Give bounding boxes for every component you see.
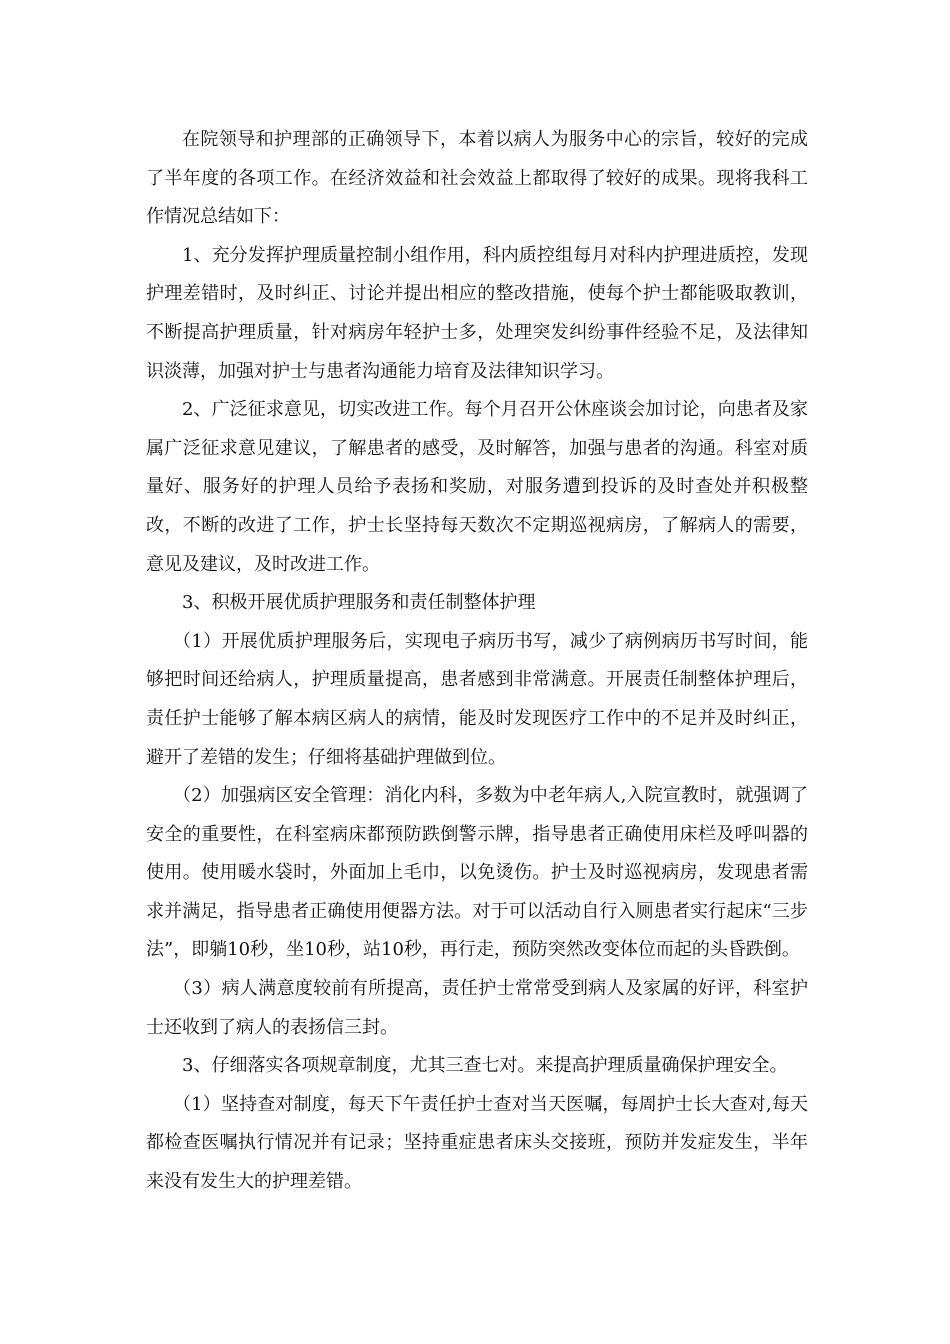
- paragraph-item-3-heading: 3、积极开展优质护理服务和责任制整体护理: [182, 592, 536, 614]
- paragraph-item-3-sub-2: （2）加强病区安全管理：消化内科，多数为中老年病人,入院宣教时，就强调了安全的重要性，在科室病床都预防跌倒警示牌，指导患者正确使用床栏及呼叫器的使用。使用暖水袋时，外面加上毛巾，以免烫伤。护士及时巡视病房，发现患者需求并满足，指导患者正确使用便器方法。对于可以活动自行入厕患者实行起床“三步法”，即躺10秒，坐10秒，站10秒，再行走，预防突然改变体位而起的头昏跌倒。: [146, 785, 808, 961]
- paragraph-item-3b: 3、仔细落实各项规章制度，尤其三查七对。来提高护理质量确保护理安全。: [182, 1055, 788, 1077]
- paragraph-item-3-sub-3: （3）病人满意度较前有所提高，责任护士常常受到病人及家属的好评，科室护士还收到了病人的表扬信三封。: [146, 978, 808, 1038]
- paragraph-item-3b-sub-1: （1）坚持查对制度，每天下午责任护士查对当天医嘱，每周护士长大查对,每天都检查医嘱执行情况并有记录；坚持重症患者床头交接班，预防并发症发生，半年来没有发生大的护理差错。: [146, 1093, 808, 1193]
- paragraph-item-3-sub-1: （1）开展优质护理服务后，实现电子病历书写，减少了病例病历书写时间，能够把时间还给病人，护理质量提高，患者感到非常满意。开展责任制整体护理后，责任护士能够了解本病区病人的病情，能及时发现医疗工作中的不足并及时纠正，避开了差错的发生；仔细将基础护理做到位。: [146, 630, 808, 768]
- paragraph-intro: 在院领导和护理部的正确领导下，本着以病人为服务中心的宗旨，较好的完成了半年度的各项工作。在经济效益和社会效益上都取得了较好的成果。现将我科工作情况总结如下：: [146, 129, 808, 228]
- paragraph-item-2: 2、广泛征求意见，切实改进工作。每个月召开公休座谈会加讨论，向患者及家属广泛征求意见建议，了解患者的感受，及时解答，加强与患者的沟通。科室对质量好、服务好的护理人员给予表扬和奖励，对服务遭到投诉的及时查处并积极整改，不断的改进了工作，护士长坚持每天数次不定期巡视病房，了解病人的需要，意见及建议，及时改进工作。: [146, 399, 808, 575]
- document-body: [146, 121, 808, 1202]
- paragraph-item-1: 1、充分发挥护理质量控制小组作用，科内质控组每月对科内护理进质控，发现护理差错时，及时纠正、讨论并提出相应的整改措施，使每个护士都能吸取教训，不断提高护理质量，针对病房年轻护士多，处理突发纠纷事件经验不足，及法律知识淡薄，加强对护士与患者沟通能力培育及法律知识学习。: [146, 244, 808, 382]
